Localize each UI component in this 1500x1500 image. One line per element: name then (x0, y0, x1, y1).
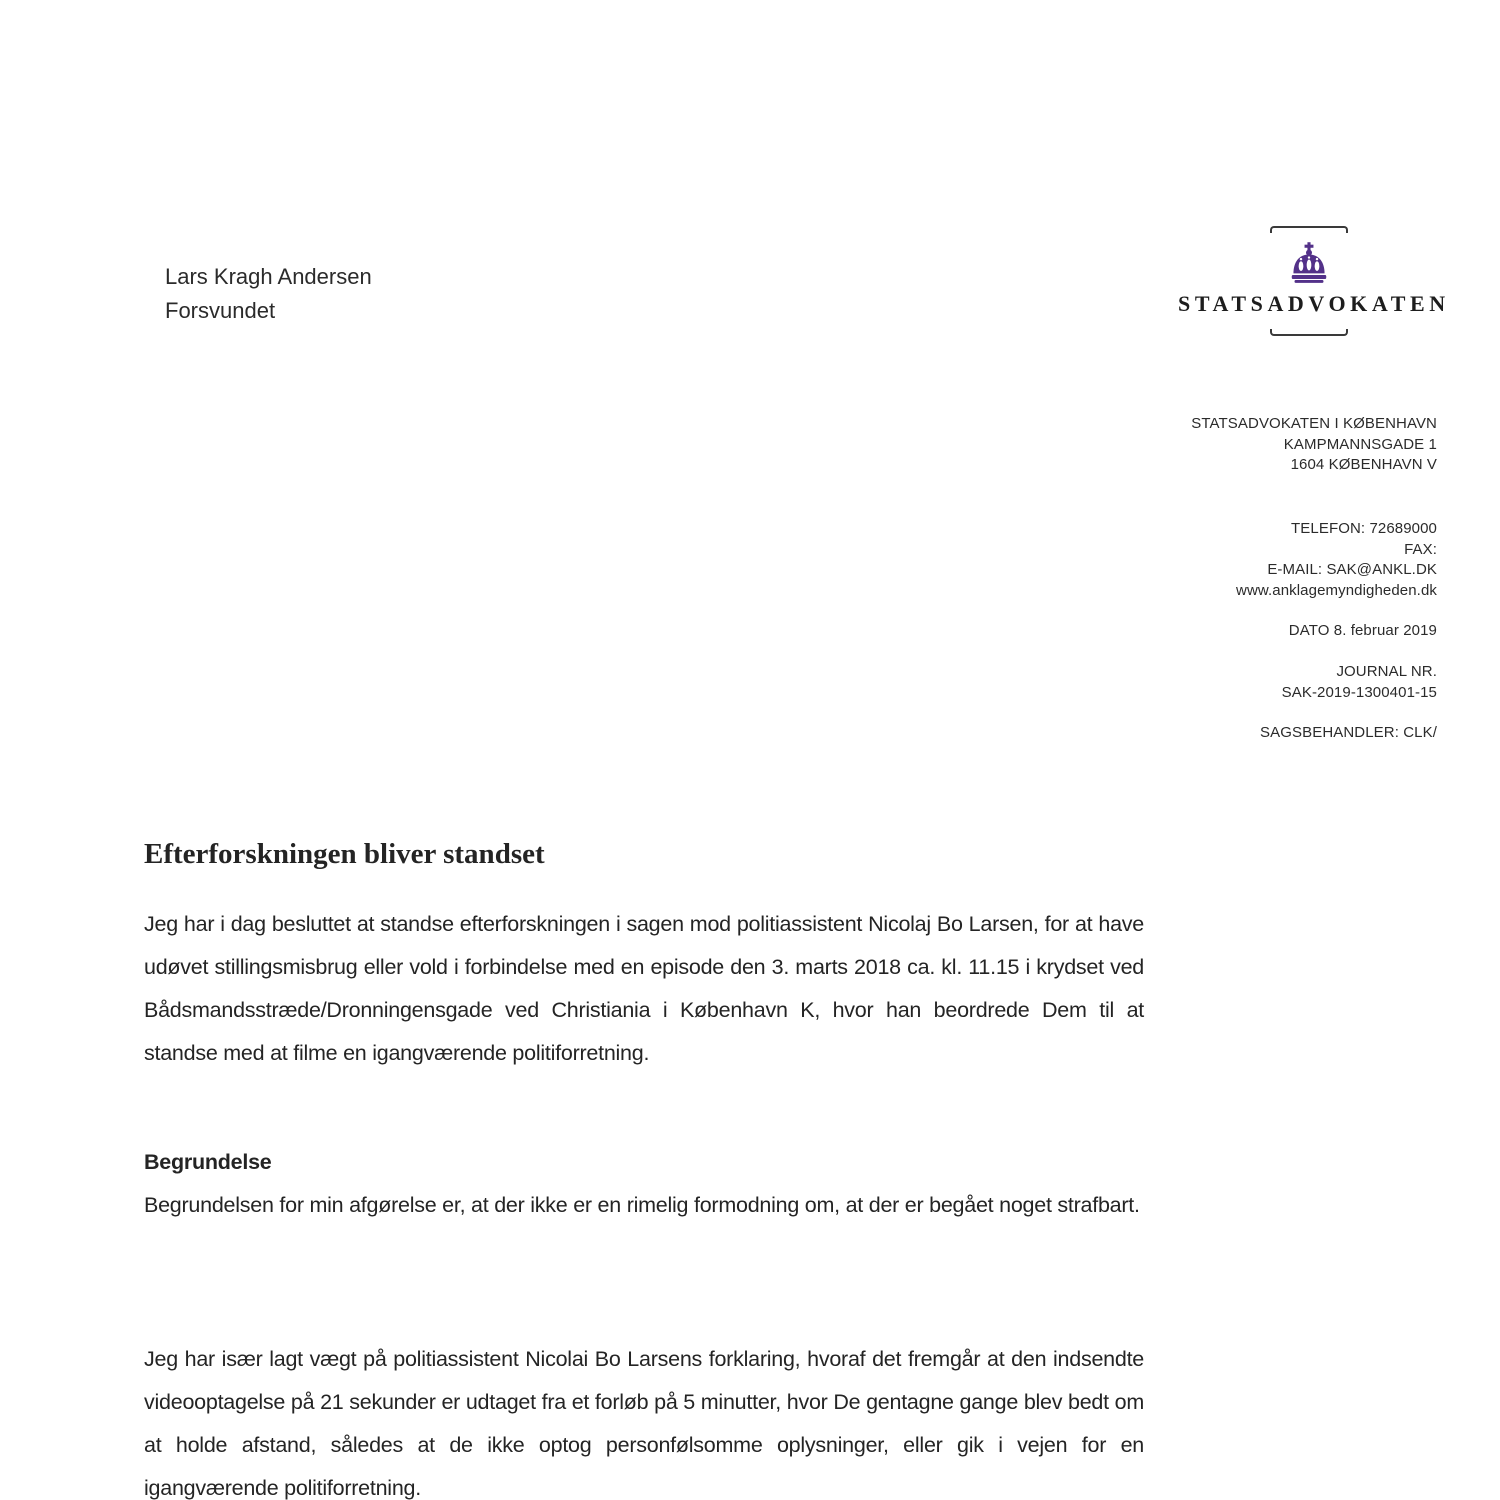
bracket-top-icon (1270, 226, 1348, 233)
document-title: Efterforskningen bliver standset (144, 838, 545, 870)
letterhead-journal (987, 662, 1437, 703)
letterhead-website: www.anklagemyndigheden.dk (1236, 581, 1437, 599)
recipient-name: Lars Kragh Andersen (165, 264, 372, 289)
letterhead-fax: FAX: (1404, 540, 1437, 558)
letterhead-date (987, 621, 1437, 642)
paragraph-decision: Jeg har i dag besluttet at standse efterforskningen i sagen mod politiassistent Nicolaj Bo Larsen, for at have udøvet stillingsmisbrug eller vold i forbindelse med en episode den 3. marts 2018 ca. kl. 11.15 i krydset ved Bådsmandsstræde/Dronningensgade ved Christiania i København K, hvor han beordrede Dem til at standse med at filme en igangværende politiforretning. (144, 912, 1144, 1065)
recipient-status: Forsvundet (165, 298, 276, 323)
recipient-block (165, 260, 372, 328)
journal-label: JOURNAL NR. (1336, 663, 1437, 680)
caseworker-line: SAGSBEHANDLER: CLK/ (1260, 724, 1437, 741)
bracket-bottom-icon (1270, 329, 1348, 336)
letterhead-street: KAMPMANNSGADE 1 (1283, 435, 1437, 453)
letterhead-caseworker (987, 723, 1437, 744)
date-line: DATO 8. februar 2019 (1288, 622, 1437, 639)
letterhead-office: STATSADVOKATEN I KØBENHAVN (1191, 415, 1437, 432)
paragraph-begrundelse: Begrundelsen for min afgørelse er, at der ikke er en rimelig formodning om, at der er begået noget strafbart. (144, 1193, 1140, 1217)
statsadvokaten-logo (1178, 226, 1450, 336)
letterhead-contact (987, 519, 1437, 601)
paragraph-assessment: Jeg har især lagt vægt på politiassistent Nicolai Bo Larsens forklaring, hvoraf det fremgår at den indsendte videooptagelse på 21 sekunder er udtaget fra et forløb på 5 minutter, hvor De gentagne gange blev bedt om at holde afstand, således at de ikke optog personfølsomme oplysninger, eller gik i vejen for en igangværende politiforretning. (144, 1347, 1144, 1500)
journal-number: SAK-2019-1300401-15 (1281, 683, 1437, 701)
letterhead-city: 1604 KØBENHAVN V (1290, 456, 1437, 473)
letterhead-email: E-MAIL: SAK@ANKL.DK (1267, 561, 1437, 578)
letterhead-phone: TELEFON: 72689000 (1291, 520, 1437, 537)
logo-wordmark: STATSADVOKATEN (1178, 291, 1450, 316)
letterhead-address (987, 414, 1437, 476)
section-begrundelse (144, 1141, 1144, 1227)
crown-icon (1289, 242, 1329, 288)
subheading-begrundelse: Begrundelse (144, 1150, 272, 1174)
